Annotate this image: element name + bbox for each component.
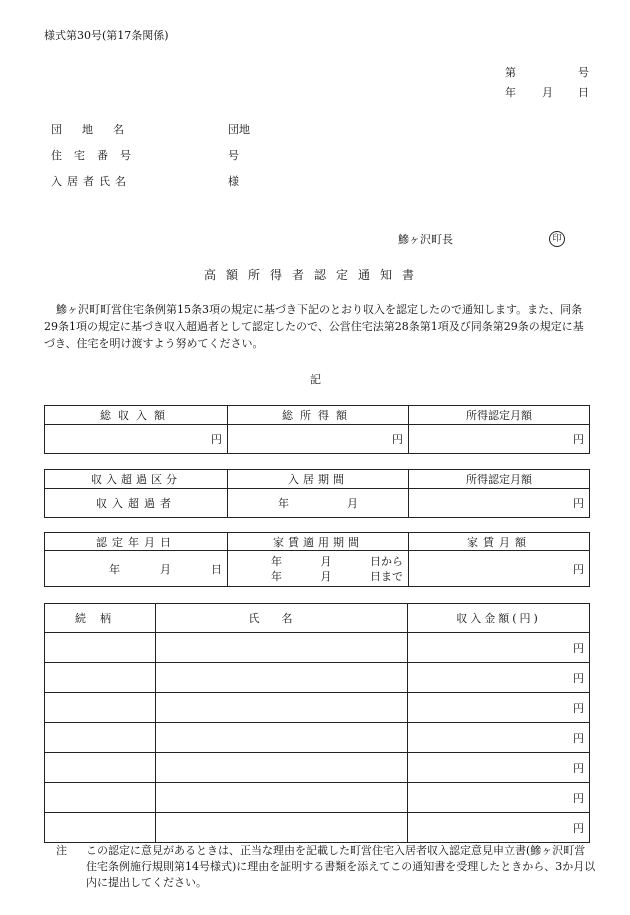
unit-yen: 円	[409, 425, 590, 454]
table-row	[45, 753, 590, 783]
name-cell	[156, 633, 408, 663]
header-monthly-rent: 家賃月額	[409, 533, 590, 551]
household-table	[44, 603, 590, 843]
header-income-amount: 収入金額(円)	[408, 604, 590, 633]
header-excess-category: 収入超過区分	[45, 470, 228, 489]
addressee-value-number: 号	[228, 149, 239, 162]
name-cell	[156, 783, 408, 813]
footnote-mark: 注	[56, 844, 67, 857]
document-title: 高額所得者認定通知書	[204, 268, 425, 282]
doc-number-prefix: 第	[505, 66, 516, 79]
unit-yen: 円	[408, 633, 590, 663]
relationship-cell	[45, 633, 156, 663]
unit-yen: 円	[408, 663, 590, 693]
relationship-cell	[45, 693, 156, 723]
ki-label: 記	[310, 373, 321, 386]
excess-category-value: 収入超過者	[45, 489, 228, 518]
relationship-cell	[45, 663, 156, 693]
header-total-earnings: 総所得額	[228, 406, 409, 425]
unit-yen: 円	[408, 783, 590, 813]
addressee-label-name: 入居者氏名	[51, 175, 131, 188]
date-day: 日	[578, 86, 589, 99]
date-year: 年	[505, 86, 516, 99]
unit-yen: 円	[409, 551, 590, 587]
addressee-label-number: 住宅番号	[51, 149, 143, 162]
addressee-value-name: 様	[228, 175, 239, 188]
rent-table	[44, 532, 590, 587]
certification-date-value: 年 月 日	[45, 551, 228, 587]
footnote-text: この認定に意見があるときは、正当な理由を記載した町営住宅入居者収入認定意見申立書(鰺ヶ沢町営住宅条例施行規則第14号様式)に理由を証明する書類を添えてこの通知書を受理したときから、3か月以内に提出してください。	[86, 844, 596, 889]
name-cell	[156, 753, 408, 783]
form-label: 様式第30号(第17条関係)	[44, 29, 169, 42]
unit-yen: 円	[408, 813, 590, 843]
header-monthly-income: 所得認定月額	[409, 470, 590, 489]
table-row	[45, 633, 590, 663]
doc-number-suffix: 号	[578, 66, 589, 79]
name-cell	[156, 813, 408, 843]
header-certification-date: 認定年月日	[45, 533, 228, 551]
body-text: 鰺ヶ沢町町営住宅条例第15条3項の規定に基づき下記のとおり収入を認定したので通知します。また、同条29条1項の規定に基づき収入超過者として認定したので、公営住宅法第28条第1項及び同条第29条の規定に基づき、住宅を明け渡すよう努めてください。	[44, 303, 584, 350]
addressee-label-danchi: 団地名	[51, 123, 144, 136]
name-cell	[156, 663, 408, 693]
name-cell	[156, 693, 408, 723]
excess-table	[44, 469, 590, 518]
header-relationship: 続柄	[45, 604, 156, 633]
header-total-income: 総収入額	[45, 406, 228, 425]
seal-mark: 印	[549, 231, 565, 247]
header-residence-period: 入居期間	[228, 470, 409, 489]
relationship-cell	[45, 753, 156, 783]
unit-yen: 円	[409, 489, 590, 518]
unit-yen: 円	[408, 723, 590, 753]
rent-period-value: 年 月 日から 年 月 日まで	[228, 551, 409, 587]
table-row	[45, 723, 590, 753]
unit-yen: 円	[45, 425, 228, 454]
addressee-value-danchi: 団地	[228, 123, 250, 136]
table-row	[45, 813, 590, 843]
table-row	[45, 693, 590, 723]
header-rent-period: 家賃適用期間	[228, 533, 409, 551]
header-monthly-income: 所得認定月額	[409, 406, 590, 425]
table-row	[45, 663, 590, 693]
relationship-cell	[45, 723, 156, 753]
issuer: 鰺ヶ沢町長	[398, 233, 453, 246]
unit-yen: 円	[408, 753, 590, 783]
unit-yen: 円	[408, 693, 590, 723]
header-name: 氏名	[156, 604, 408, 633]
relationship-cell	[45, 813, 156, 843]
unit-yen: 円	[228, 425, 409, 454]
residence-period-value: 年 月	[228, 489, 409, 518]
table-row	[45, 783, 590, 813]
footnote	[56, 843, 596, 891]
date-month: 月	[542, 86, 553, 99]
relationship-cell	[45, 783, 156, 813]
name-cell	[156, 723, 408, 753]
income-table	[44, 405, 590, 454]
